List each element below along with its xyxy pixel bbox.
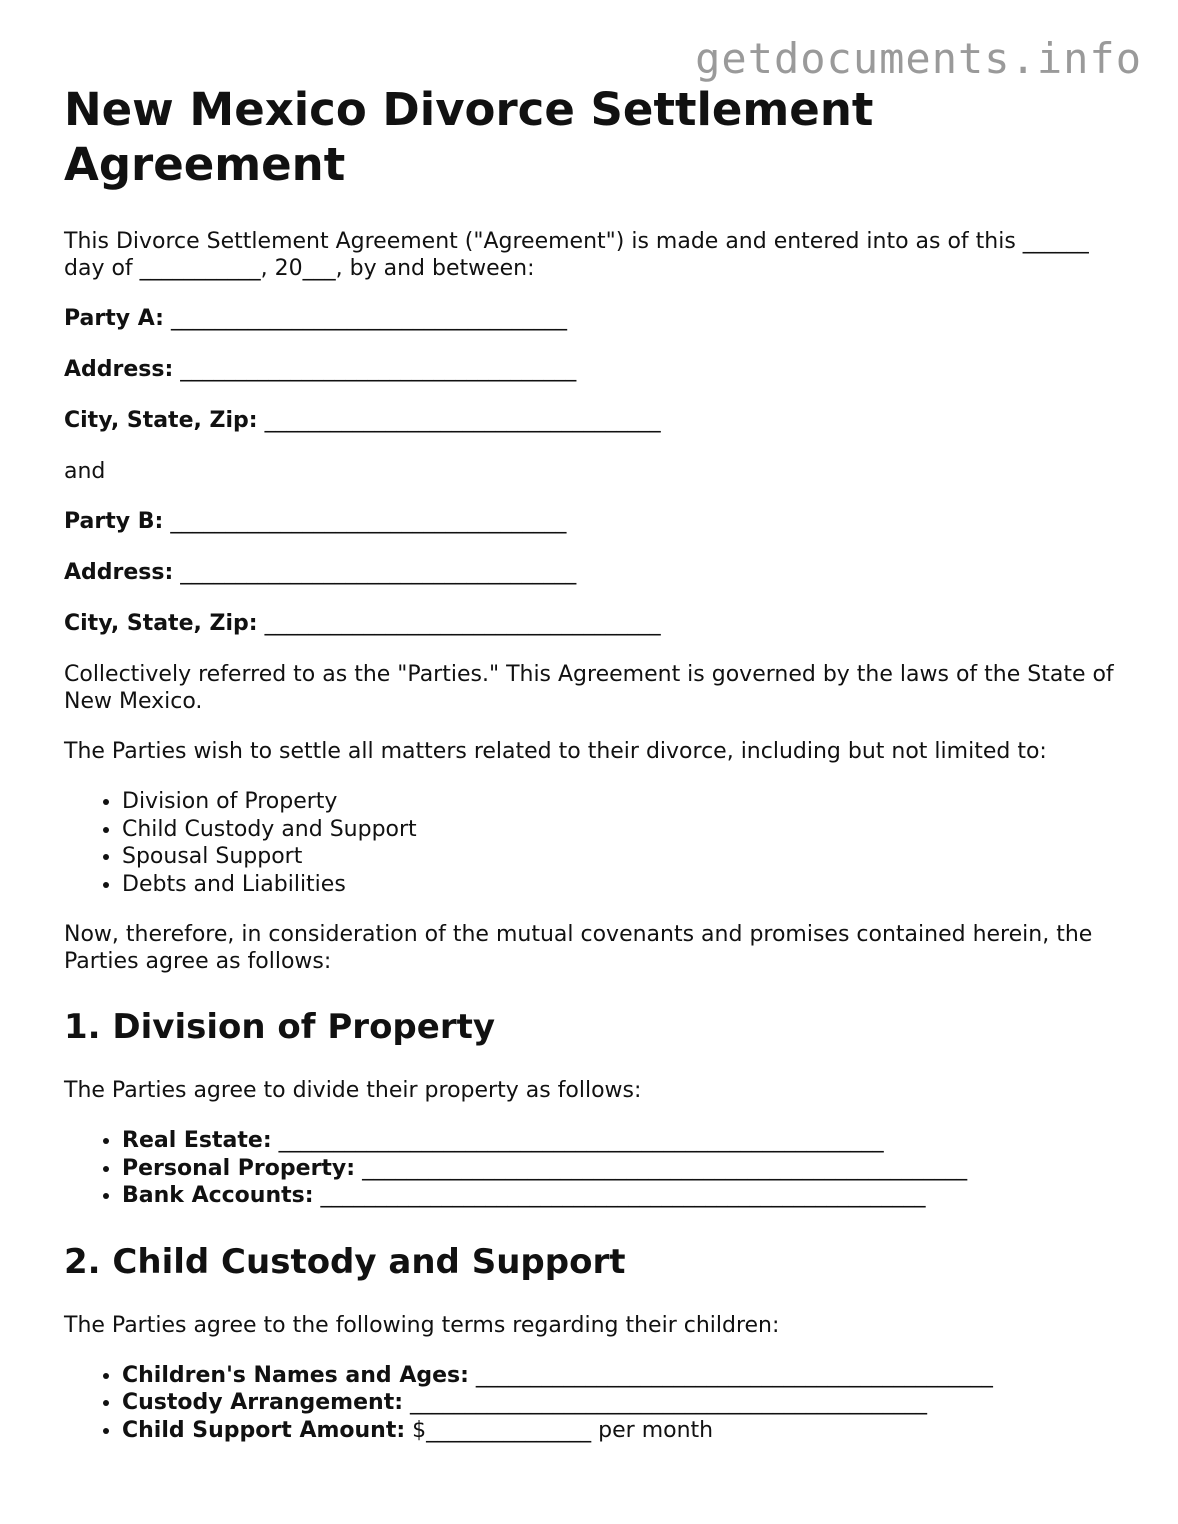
party-a-address-blank[interactable]: ____________________________________ bbox=[180, 357, 577, 382]
children-names-blank[interactable]: _______________________________________________ bbox=[475, 1362, 993, 1388]
party-a-city-field[interactable] bbox=[64, 407, 1124, 434]
party-a-name-label: Party A: bbox=[64, 306, 164, 331]
party-b-city-label: City, State, Zip: bbox=[64, 611, 258, 636]
document-title: New Mexico Divorce Settlement Agreement bbox=[64, 83, 874, 191]
children-list bbox=[64, 1362, 1124, 1445]
custody-arrangement-label: Custody Arrangement: bbox=[122, 1390, 404, 1415]
children-names-label: Children's Names and Ages: bbox=[122, 1362, 469, 1388]
intro-paragraph: This Divorce Settlement Agreement ("Agreement") is made and entered into as of this ______ day of ___________, 20___, by and between: bbox=[64, 229, 1089, 281]
personal-property-label: Personal Property: bbox=[122, 1155, 356, 1181]
list-item bbox=[122, 1389, 1124, 1417]
property-list bbox=[64, 1127, 1124, 1210]
party-b-name-blank[interactable]: ____________________________________ bbox=[170, 509, 567, 534]
wish-paragraph: The Parties wish to settle all matters related to their divorce, including but not limited to: bbox=[64, 739, 1047, 764]
personal-property-blank[interactable]: _______________________________________________________ bbox=[362, 1155, 968, 1181]
list-item: • Spousal Support bbox=[122, 843, 1124, 871]
and-text: and bbox=[64, 459, 106, 484]
list-item bbox=[122, 1417, 1124, 1445]
child-support-blank[interactable]: $_______________ bbox=[412, 1417, 592, 1443]
party-b-city-blank[interactable]: ____________________________________ bbox=[264, 611, 661, 636]
party-b-name-field[interactable] bbox=[64, 508, 1124, 535]
real-estate-label: Real Estate: bbox=[122, 1128, 272, 1153]
bank-accounts-label: Bank Accounts: bbox=[122, 1183, 314, 1208]
party-a-name-blank[interactable]: ____________________________________ bbox=[170, 306, 567, 331]
section-1-intro: The Parties agree to divide their property as follows: bbox=[64, 1078, 642, 1103]
child-support-label: Child Support Amount: bbox=[122, 1417, 406, 1443]
list-item bbox=[122, 1155, 1124, 1183]
party-a-city-blank[interactable]: ____________________________________ bbox=[264, 408, 661, 433]
matters-list bbox=[64, 788, 1124, 898]
child-support-suffix: per month bbox=[591, 1417, 714, 1443]
list-item bbox=[122, 1182, 1124, 1210]
collective-paragraph: Collectively referred to as the "Parties." This Agreement is governed by the laws of the State of New Mexico. bbox=[64, 662, 1114, 714]
list-item: • Division of Property bbox=[122, 788, 1124, 816]
party-a-name-field[interactable] bbox=[64, 305, 1124, 332]
section-1-heading: 1. Division of Property bbox=[64, 1007, 496, 1047]
section-2-intro: The Parties agree to the following terms regarding their children: bbox=[64, 1312, 780, 1338]
section-2-heading: 2. Child Custody and Support bbox=[64, 1241, 626, 1282]
party-b-address-label: Address: bbox=[64, 560, 174, 585]
document-page bbox=[64, 82, 1124, 1467]
party-b-address-field[interactable] bbox=[64, 559, 1124, 586]
now-therefore-paragraph: Now, therefore, in consideration of the mutual covenants and promises contained herein, the Parties agree as follows: bbox=[64, 922, 1093, 974]
party-b-name-label: Party B: bbox=[64, 509, 164, 534]
real-estate-blank[interactable]: _______________________________________________________ bbox=[278, 1128, 884, 1153]
party-a-address-label: Address: bbox=[64, 357, 174, 382]
list-item bbox=[122, 1362, 1124, 1390]
custody-arrangement-blank[interactable]: _______________________________________________ bbox=[410, 1390, 928, 1415]
list-item: • Debts and Liabilities bbox=[122, 871, 1124, 899]
list-item bbox=[122, 1127, 1124, 1155]
party-b-address-blank[interactable]: ____________________________________ bbox=[180, 560, 577, 585]
bank-accounts-blank[interactable]: _______________________________________________________ bbox=[320, 1183, 926, 1208]
party-b-city-field[interactable] bbox=[64, 610, 1124, 637]
watermark: getdocuments.info bbox=[695, 34, 1142, 83]
party-a-address-field[interactable] bbox=[64, 356, 1124, 383]
list-item: • Child Custody and Support bbox=[122, 816, 1124, 844]
party-a-city-label: City, State, Zip: bbox=[64, 408, 258, 433]
